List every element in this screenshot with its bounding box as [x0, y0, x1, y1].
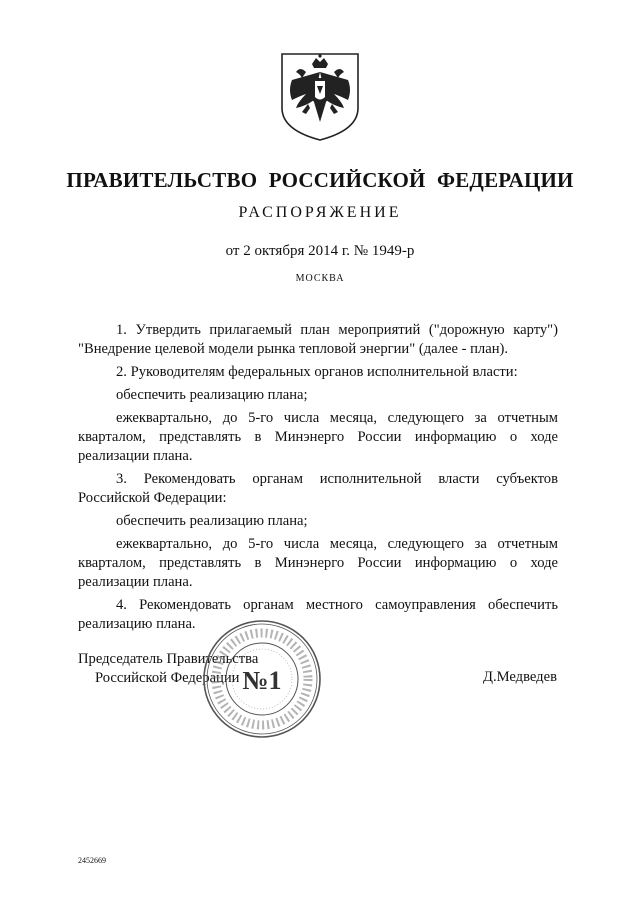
paragraph-2: 2. Руководителям федеральных органов исполнительной власти:: [116, 364, 518, 380]
document-serial-number: 2452669: [78, 856, 106, 865]
paragraph-3: 3. Рекомендовать органам исполнительной власти субъектов Российской Федерации:: [78, 471, 558, 506]
paragraph-1: 1. Утвердить прилагаемый план мероприятий ("дорожную карту") "Внедрение целевой модели рынка тепловой энергии" (далее - план).: [78, 322, 558, 357]
signatory-position-line2: Российской Федерации: [95, 670, 240, 686]
signatory-name: Д.Медведев: [483, 669, 557, 685]
stamp-number: №1: [242, 666, 282, 695]
document-type: РАСПОРЯЖЕНИЕ: [238, 204, 402, 221]
paragraph-2a: обеспечить реализацию плана;: [116, 387, 308, 403]
paragraph-4: 4. Рекомендовать органам местного самоуправления обеспечить реализацию плана.: [78, 597, 558, 632]
document-city: МОСКВА: [295, 273, 345, 284]
round-government-stamp-icon: [200, 617, 324, 741]
document-body: [78, 321, 558, 634]
document-date-number: от 2 октября 2014 г. № 1949-р: [225, 243, 415, 259]
russian-coat-of-arms-icon: [276, 50, 364, 142]
page-title: ПРАВИТЕЛЬСТВО РОССИЙСКОЙ ФЕДЕРАЦИИ: [66, 168, 574, 192]
paragraph-3a: обеспечить реализацию плана;: [116, 513, 308, 529]
paragraph-3b: ежеквартально, до 5-го числа месяца, следующего за отчетным кварталом, представлять в Минэнерго России информацию о ходе реализации плана.: [78, 536, 558, 590]
paragraph-2b: ежеквартально, до 5-го числа месяца, следующего за отчетным кварталом, представлять в Минэнерго России информацию о ходе реализации плана.: [78, 410, 558, 464]
signatory-position-line1: Председатель Правительства: [78, 651, 259, 667]
